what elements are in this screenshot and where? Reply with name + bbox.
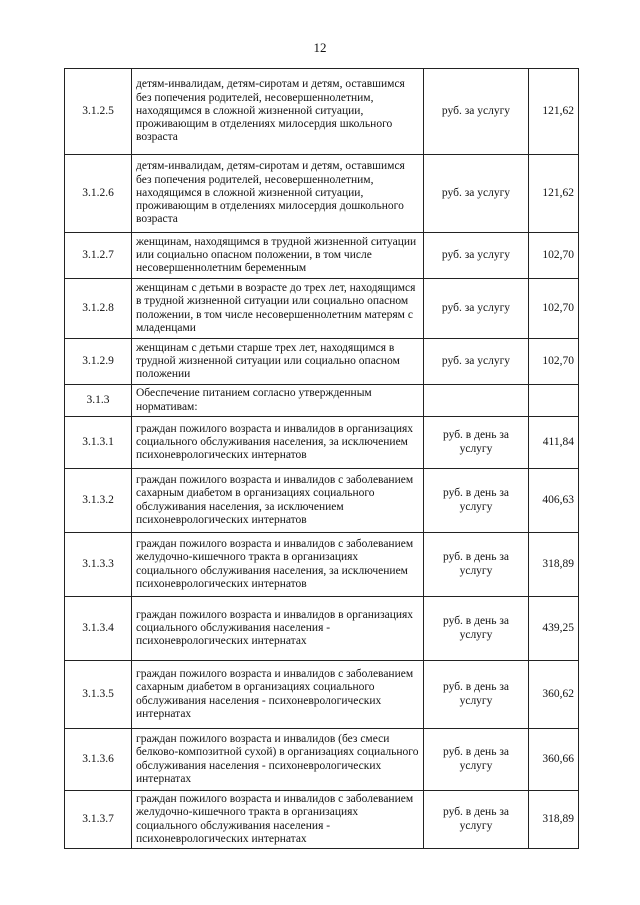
row-unit: руб. за услугу	[424, 155, 529, 233]
row-value: 406,63	[529, 469, 579, 533]
row-code: 3.1.3.4	[65, 597, 132, 661]
row-description: граждан пожилого возраста и инвалидов с заболеванием сахарным диабетом в организациях социального обслуживания населения - психоневрологических интернатах	[132, 661, 424, 729]
table-row	[65, 791, 579, 849]
table-row	[65, 339, 579, 385]
row-unit: руб. в день за услугу	[424, 791, 529, 849]
table-row	[65, 729, 579, 791]
table-row	[65, 279, 579, 339]
row-description: женщинам, находящимся в трудной жизненной ситуации или социально опасном положении, в том числе несовершеннолетним беременным	[132, 233, 424, 279]
row-unit: руб. в день за услугу	[424, 729, 529, 791]
table-row	[65, 597, 579, 661]
table-row	[65, 661, 579, 729]
row-description: женщинам с детьми старше трех лет, находящимся в трудной жизненной ситуации или социально опасном положении	[132, 339, 424, 385]
row-value	[529, 385, 579, 417]
row-unit: руб. за услугу	[424, 69, 529, 155]
row-code: 3.1.3.2	[65, 469, 132, 533]
row-unit: руб. в день за услугу	[424, 533, 529, 597]
row-value: 102,70	[529, 339, 579, 385]
row-description: граждан пожилого возраста и инвалидов в организациях социального обслуживания населения, за исключением психоневрологических интернатов	[132, 417, 424, 469]
row-unit: руб. за услугу	[424, 339, 529, 385]
row-code: 3.1.2.6	[65, 155, 132, 233]
table-row	[65, 469, 579, 533]
table-row	[65, 533, 579, 597]
table-row	[65, 417, 579, 469]
row-description: женщинам с детьми в возрасте до трех лет, находящимся в трудной жизненной ситуации или социально опасном положении, в том числе несовершеннолетним матерям с младенцами	[132, 279, 424, 339]
row-code: 3.1.2.5	[65, 69, 132, 155]
row-value: 318,89	[529, 791, 579, 849]
row-value: 360,62	[529, 661, 579, 729]
row-unit: руб. в день за услугу	[424, 469, 529, 533]
row-value: 318,89	[529, 533, 579, 597]
table-row	[65, 233, 579, 279]
row-description: детям-инвалидам, детям-сиротам и детям, оставшимся без попечения родителей, несовершеннолетним, находящимся в сложной жизненной ситуации, проживающим в отделениях милосердия школьного возраста	[132, 69, 424, 155]
row-description: детям-инвалидам, детям-сиротам и детям, оставшимся без попечения родителей, несовершеннолетним, находящимся в сложной жизненной ситуации, проживающим в отделениях милосердия дошкольного возраста	[132, 155, 424, 233]
row-description: граждан пожилого возраста и инвалидов с заболеванием желудочно-кишечного тракта в организациях социального обслуживания населения, за исключением психоневрологических интернатов	[132, 533, 424, 597]
row-code: 3.1.3.5	[65, 661, 132, 729]
row-code: 3.1.2.7	[65, 233, 132, 279]
row-code: 3.1.3.7	[65, 791, 132, 849]
row-description: граждан пожилого возраста и инвалидов с заболеванием сахарным диабетом в организациях социального обслуживания населения, за исключением психоневрологических интернатов	[132, 469, 424, 533]
row-code: 3.1.2.8	[65, 279, 132, 339]
row-value: 121,62	[529, 155, 579, 233]
row-unit: руб. в день за услугу	[424, 597, 529, 661]
row-unit: руб. за услугу	[424, 233, 529, 279]
row-unit: руб. в день за услугу	[424, 417, 529, 469]
row-value: 121,62	[529, 69, 579, 155]
row-unit	[424, 385, 529, 417]
row-code: 3.1.3.3	[65, 533, 132, 597]
row-code: 3.1.3.6	[65, 729, 132, 791]
row-code: 3.1.3.1	[65, 417, 132, 469]
row-description: граждан пожилого возраста и инвалидов в организациях социального обслуживания населения - психоневрологических интернатах	[132, 597, 424, 661]
row-description: граждан пожилого возраста и инвалидов (без смеси белково-композитной сухой) в организациях социального обслуживания населения - психоневрологических интернатах	[132, 729, 424, 791]
table-row	[65, 69, 579, 155]
row-code: 3.1.3	[65, 385, 132, 417]
table-row	[65, 385, 579, 417]
row-description: граждан пожилого возраста и инвалидов с заболеванием желудочно-кишечного тракта в организациях социального обслуживания населения - психоневрологических интернатах	[132, 791, 424, 849]
row-value: 102,70	[529, 279, 579, 339]
row-unit: руб. за услугу	[424, 279, 529, 339]
row-value: 411,84	[529, 417, 579, 469]
row-value: 439,25	[529, 597, 579, 661]
row-unit: руб. в день за услугу	[424, 661, 529, 729]
table-row	[65, 155, 579, 233]
page-number: 12	[313, 40, 327, 55]
row-description: Обеспечение питанием согласно утвержденным нормативам:	[132, 385, 424, 417]
row-value: 360,66	[529, 729, 579, 791]
row-value: 102,70	[529, 233, 579, 279]
row-code: 3.1.2.9	[65, 339, 132, 385]
tariff-table	[64, 68, 579, 849]
